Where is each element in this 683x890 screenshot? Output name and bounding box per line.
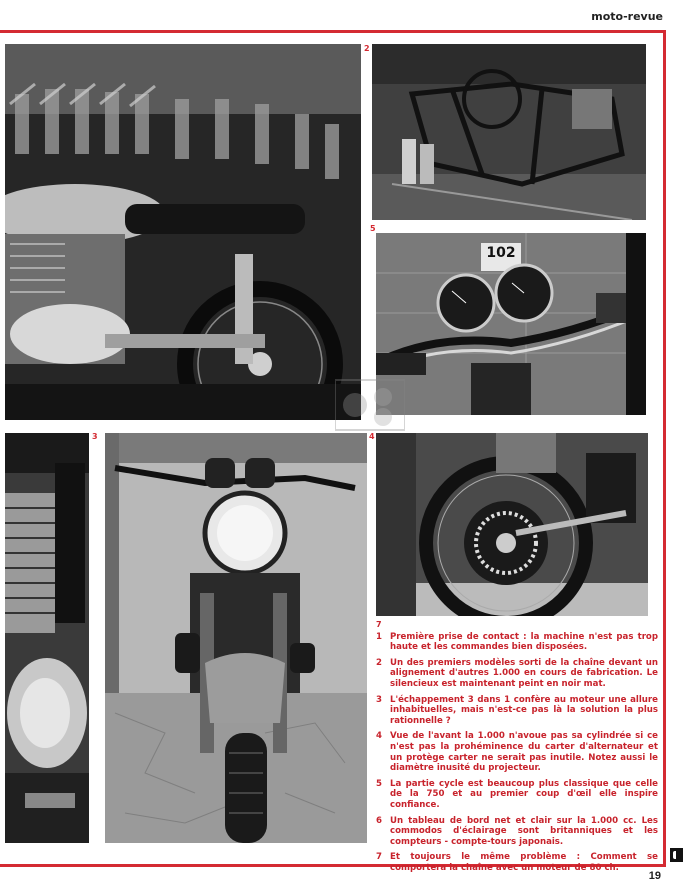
caption-text: Et toujours le même problème : Comment se comportera la chaîne avec un moteur de 80 ch. <box>390 852 658 873</box>
caption-6 <box>376 816 658 848</box>
photo-number-4: 4 <box>369 432 375 441</box>
watermark-logo <box>335 375 405 435</box>
number-plate-text: 102 <box>486 245 516 261</box>
photo-3-exhaust-engine <box>5 433 89 843</box>
caption-number: 3 <box>376 694 382 705</box>
page-number: 19 <box>648 870 661 882</box>
caption-text: Vue de l'avant la 1.000 n'avoue pas sa cylindrée si ce n'est pas la prohéminence du carter d'alternateur et un protège carter ne serait pas inutile. Notez aussi le diamètre inusité du projecteur. <box>390 731 658 774</box>
caption-text: Un des premiers modèles sorti de la chaîne devant un alignement d'autres 1.000 en cours de fabrication. Le silencieux est maintenant peint en noir mat. <box>390 657 658 689</box>
corner-tab-icon <box>670 848 683 862</box>
caption-3 <box>376 695 658 727</box>
magazine-title: moto-revue <box>591 10 663 23</box>
photo-number-3: 3 <box>92 432 98 441</box>
red-frame-top <box>0 30 666 33</box>
caption-text: La partie cycle est beaucoup plus classique que celle de la 750 et au premier coup d'œil elle inspire confiance. <box>390 778 658 810</box>
caption-5 <box>376 779 658 811</box>
red-frame-right <box>663 30 666 866</box>
photo-1-factory-line <box>5 44 361 420</box>
caption-number: 7 <box>376 852 382 863</box>
caption-text: L'échappement 3 dans 1 confère au moteur une allure inhabituelles, mais n'est-ce pas là la solution la plus rationnelle ? <box>390 694 658 726</box>
photo-number-5: 5 <box>370 224 376 233</box>
photo-number-7: 7 <box>376 620 382 629</box>
caption-number: 4 <box>376 731 382 742</box>
caption-number: 5 <box>376 778 382 789</box>
photo-6-rear-wheel <box>376 433 648 616</box>
photo-number-2: 2 <box>364 44 370 53</box>
caption-1 <box>376 632 658 653</box>
caption-number: 2 <box>376 657 382 668</box>
caption-4 <box>376 731 658 773</box>
captions-block <box>376 620 658 878</box>
caption-2 <box>376 658 658 690</box>
caption-text: Première prise de contact : la machine n'est pas trop haute et les commandes bien disposées. <box>390 631 658 653</box>
caption-number: 1 <box>376 631 382 642</box>
caption-7 <box>376 852 658 873</box>
caption-text: Un tableau de bord net et clair sur la 1.000 cc. Les commodos d'éclairage sont britanniques et les compteurs - compte-tours japonais. <box>390 815 658 847</box>
photo-2-frames <box>372 44 646 220</box>
photo-4-front-view <box>105 433 367 843</box>
photo-5-dashboard <box>376 233 646 415</box>
caption-number: 6 <box>376 815 382 826</box>
